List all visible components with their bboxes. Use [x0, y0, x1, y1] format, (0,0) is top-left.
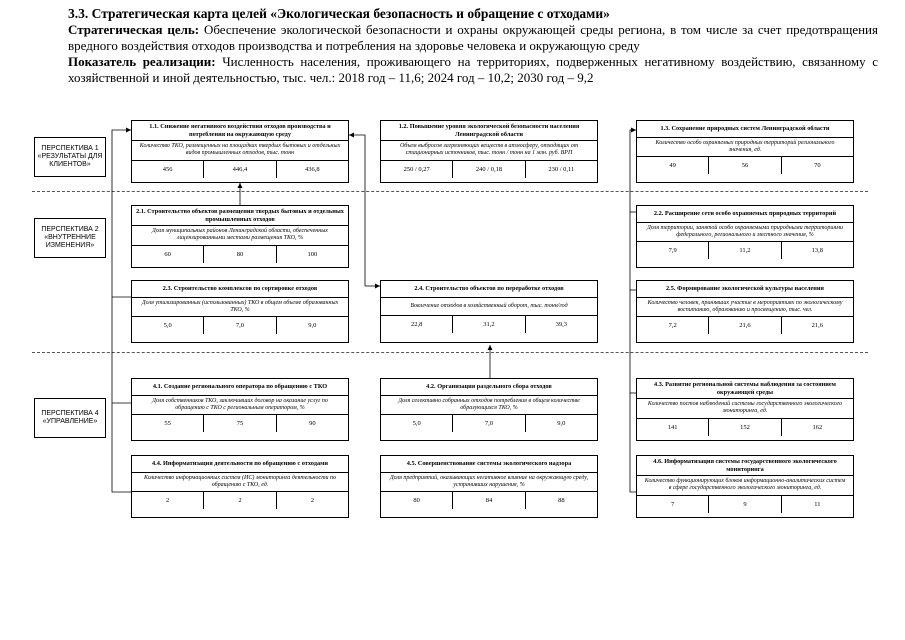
- goal-values: [132, 317, 348, 334]
- value-2024: 7,0: [204, 317, 276, 334]
- goal-box-1-2: [380, 120, 598, 183]
- goal-indicator: Доля муниципальных районов Ленинградской области, обеспеченных лицензированными местами размещения ТКО, %: [132, 226, 348, 246]
- value-2018: 250 / 0,27: [381, 161, 453, 178]
- value-2030: 70: [814, 162, 821, 170]
- value-2024: 2: [204, 492, 276, 509]
- goal-box-4-3: [636, 378, 854, 441]
- goal-values: [637, 157, 853, 174]
- goal-box-1-3: [636, 120, 854, 183]
- value-2024: 152: [709, 419, 781, 436]
- value-2030: 9,0: [557, 420, 566, 428]
- goal-title: 2.3. Строительство комплексов по сортировке отходов: [132, 281, 348, 298]
- value-2018: 22,8: [381, 316, 453, 333]
- value-2030: 13,8: [811, 247, 823, 255]
- value-2024: 446,4: [204, 161, 276, 178]
- value-2030: 11: [814, 500, 821, 508]
- goal-indicator: Доля селективно собранных отходов потребления в общем количестве образующихся ТКО, %: [381, 396, 597, 416]
- goal-title: 1.3. Сохранение природных систем Ленинградской области: [637, 121, 853, 138]
- goal-indicator: Объем выбросов загрязняющих веществ в атмосферу, отходящих от стационарных источников, тыс. тонн / тонн на 1 млн. руб. ВРП: [381, 141, 597, 161]
- goal-box-1-1: [131, 120, 349, 183]
- value-2024: 84: [453, 492, 525, 509]
- goal-indicator: Количество человек, принявших участие в мероприятиях по экологическому воспитанию, образованию и просвещению, тыс. чел.: [637, 298, 853, 318]
- perspective-2-label: ПЕРСПЕКТИВА 2 «ВНУТРЕННИЕ ИЗМЕНЕНИЯ»: [34, 218, 106, 258]
- value-2018: 49: [637, 157, 709, 174]
- goal-indicator: Вовлечение отходов в хозяйственный оборот, тыс. тонн/год: [381, 298, 597, 316]
- value-2018: 80: [381, 492, 453, 509]
- indicator-text: Численность населения, проживающего на территориях, подверженных негативному воздействию, связанному с хозяйственной и иной деятельностью, тыс. чел.: 2018 год – 11,6; 2024 год – 10,2; 2030 год – 9,2: [68, 54, 878, 85]
- value-2030: 21,6: [811, 322, 823, 330]
- goal-box-4-2: [380, 378, 598, 441]
- goal-indicator: Количество особо охраняемых природных территорий регионального значения, ед.: [637, 138, 853, 158]
- value-2030: 88: [558, 497, 565, 505]
- perspective-4-label: ПЕРСПЕКТИВА 4 «УПРАВЛЕНИЕ»: [34, 398, 106, 438]
- goal-box-2-2: [636, 205, 854, 268]
- goal-title: 4.6. Информатизация системы государственного экологического мониторинга: [637, 456, 853, 476]
- value-2030: 90: [309, 420, 316, 428]
- value-2024: 75: [204, 415, 276, 432]
- value-2018: 7: [637, 496, 709, 513]
- value-2018: 456: [132, 161, 204, 178]
- goal-values: [637, 496, 853, 513]
- value-2018: 5,0: [132, 317, 204, 334]
- goal-title: 4.2. Организация раздельного сбора отходов: [381, 379, 597, 396]
- goal-title: 4.4. Информатизация деятельности по обращению с отходами: [132, 456, 348, 473]
- value-2024: 240 / 0,18: [453, 161, 525, 178]
- goal-box-2-3: [131, 280, 349, 343]
- perspective-1-label: ПЕРСПЕКТИВА 1 «РЕЗУЛЬТАТЫ ДЛЯ КЛИЕНТОВ»: [34, 137, 106, 177]
- goal-box-2-1: [131, 205, 349, 268]
- value-2030: 230 / 0,11: [548, 165, 575, 173]
- value-2024: 11,2: [709, 242, 781, 259]
- value-2030: 436,8: [305, 165, 320, 173]
- value-2024: 56: [709, 157, 781, 174]
- goal-title: 2.4. Строительство объектов по переработке отходов: [381, 281, 597, 298]
- value-2018: 2: [132, 492, 204, 509]
- section-title: 3.3. Стратегическая карта целей «Экологическая безопасность и обращение с отходами»: [68, 6, 610, 21]
- value-2018: 55: [132, 415, 204, 432]
- value-2024: 21,6: [709, 317, 781, 334]
- value-2030: 39,3: [555, 320, 567, 328]
- goal-title: 1.2. Повышение уровня экологической безопасности населения Ленинградской области: [381, 121, 597, 141]
- goal-box-4-4: [131, 455, 349, 518]
- value-2018: 5,0: [381, 415, 453, 432]
- goal-box-4-1: [131, 378, 349, 441]
- goal-box-4-6: [636, 455, 854, 518]
- value-2030: 162: [812, 423, 823, 431]
- goal-text: Обеспечение экологической безопасности и охраны окружающей среды региона, в том числе за счет предотвращения вредного воздействия отходов производства и потребления на здоровье человека и окружающую среду: [68, 22, 878, 53]
- value-2024: 31,2: [453, 316, 525, 333]
- goal-values: [132, 415, 348, 432]
- goal-title: 1.1. Снижение негативного воздействия отходов производства и потребления на окружающую среду: [132, 121, 348, 141]
- goal-indicator: Количество информационных систем (ИС) мониторинга деятельности по обращению с ТКО, ед.: [132, 473, 348, 493]
- value-2024: 7,0: [453, 415, 525, 432]
- goal-values: [132, 246, 348, 263]
- value-2030: 2: [310, 497, 314, 505]
- goal-title: 4.3. Развитие региональной системы наблюдения за состоянием окружающей среды: [637, 379, 853, 399]
- goal-indicator: Доля территории, занятой особо охраняемыми природными территориями федерального, регионального и местного значения, %: [637, 223, 853, 243]
- indicator-label: Показатель реализации:: [68, 54, 216, 69]
- goal-indicator: Количество функционирующих блоков информационно-аналитических систем в сфере государственного экологического мониторинга, ед.: [637, 476, 853, 496]
- goal-values: [637, 242, 853, 259]
- goal-values: [381, 161, 597, 178]
- goal-values: [381, 492, 597, 509]
- goal-values: [132, 492, 348, 509]
- goal-box-2-5: [636, 280, 854, 343]
- goal-indicator: Доля утилизированных (использованных) ТКО в общем объеме образованных ТКО, %: [132, 298, 348, 318]
- goal-box-4-5: [380, 455, 598, 518]
- goal-values: [132, 161, 348, 178]
- goal-title: 2.5. Формирование экологической культуры населения: [637, 281, 853, 298]
- goal-label: Стратегическая цель:: [68, 22, 200, 37]
- goal-indicator: Количество ТКО, размещенных на площадках твердых бытовых и отдельных видов промышленных отходов, тыс. тонн: [132, 141, 348, 161]
- goal-indicator: Доля собственников ТКО, заключивших договор на оказание услуг по обращению с ТКО с региональным оператором, %: [132, 396, 348, 416]
- goal-title: 2.1. Строительство объектов размещения твердых бытовых и отдельных промышленных отходов: [132, 206, 348, 226]
- value-2030: 9,0: [308, 322, 317, 330]
- goal-title: 4.1. Создание регионального оператора по обращению с ТКО: [132, 379, 348, 396]
- goal-box-2-4: [380, 280, 598, 343]
- value-2024: 9: [709, 496, 781, 513]
- goal-values: [381, 316, 597, 333]
- goal-values: [637, 419, 853, 436]
- goal-values: [637, 317, 853, 334]
- goal-values: [381, 415, 597, 432]
- value-2024: 80: [204, 246, 276, 263]
- value-2018: 60: [132, 246, 204, 263]
- value-2018: 7,9: [637, 242, 709, 259]
- goal-indicator: Доля предприятий, оказывающих негативное влияние на окружающую среду, устранивших нарушения, %: [381, 473, 597, 493]
- value-2030: 100: [307, 250, 318, 258]
- goal-title: 4.5. Совершенствование системы экологического надзора: [381, 456, 597, 473]
- goal-indicator: Количество постов наблюдений системы государственного экологического мониторинга, ед.: [637, 399, 853, 419]
- value-2018: 7,2: [637, 317, 709, 334]
- goal-title: 2.2. Расширение сети особо охраняемых природных территорий: [637, 206, 853, 223]
- value-2018: 141: [637, 419, 709, 436]
